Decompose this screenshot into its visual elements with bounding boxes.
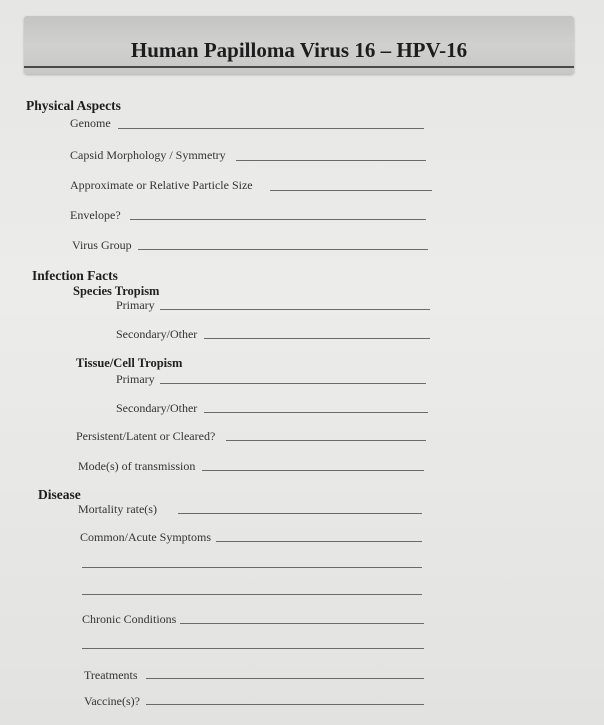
- transmission-answer-line[interactable]: [202, 470, 424, 471]
- chronic-answer-line-1[interactable]: [180, 623, 424, 624]
- disease-heading: Disease: [38, 487, 81, 502]
- symptoms-label: Common/Acute Symptoms: [80, 530, 212, 544]
- treatments-label: Treatments: [84, 668, 138, 682]
- transmission-label: Mode(s) of transmission: [78, 459, 196, 473]
- genome-answer-line[interactable]: [118, 128, 424, 129]
- envelope-answer-line[interactable]: [130, 219, 426, 220]
- infection-facts-heading: Infection Facts: [32, 268, 118, 283]
- tissue-primary-answer-line[interactable]: [160, 383, 426, 384]
- physical-aspects-heading: Physical Aspects: [26, 98, 121, 113]
- species-primary-answer-line[interactable]: [160, 309, 430, 310]
- species-tropism-heading: Species Tropism: [73, 284, 160, 298]
- title-banner: [24, 16, 574, 74]
- chronic-answer-line-2[interactable]: [82, 648, 424, 649]
- genome-label: Genome: [70, 116, 111, 130]
- species-primary-label: Primary: [116, 298, 155, 312]
- tissue-primary-label: Primary: [116, 372, 155, 386]
- particle-size-answer-line[interactable]: [270, 190, 432, 191]
- chronic-label: Chronic Conditions: [82, 612, 177, 626]
- title-underline: [24, 66, 574, 68]
- species-secondary-label: Secondary/Other: [116, 327, 198, 341]
- virus-group-label: Virus Group: [72, 238, 132, 252]
- capsid-label: Capsid Morphology / Symmetry: [70, 148, 226, 162]
- particle-size-label: Approximate or Relative Particle Size: [70, 178, 253, 192]
- envelope-label: Envelope?: [70, 208, 121, 222]
- persistent-answer-line[interactable]: [226, 440, 426, 441]
- species-secondary-answer-line[interactable]: [204, 338, 430, 339]
- tissue-secondary-label: Secondary/Other: [116, 401, 198, 415]
- symptoms-answer-line-2[interactable]: [82, 567, 422, 568]
- vaccines-label: Vaccine(s)?: [84, 694, 140, 708]
- tissue-secondary-answer-line[interactable]: [204, 412, 428, 413]
- capsid-answer-line[interactable]: [236, 160, 426, 161]
- mortality-label: Mortality rate(s): [78, 502, 157, 516]
- symptoms-answer-line-3[interactable]: [82, 594, 422, 595]
- page-title: Human Papilloma Virus 16 – HPV-16: [130, 38, 468, 62]
- mortality-answer-line[interactable]: [178, 513, 422, 514]
- virus-group-answer-line[interactable]: [138, 249, 428, 250]
- persistent-label: Persistent/Latent or Cleared?: [76, 429, 216, 443]
- treatments-answer-line[interactable]: [146, 678, 424, 679]
- vaccines-answer-line[interactable]: [146, 704, 424, 705]
- tissue-tropism-heading: Tissue/Cell Tropism: [76, 356, 183, 370]
- symptoms-answer-line-1[interactable]: [216, 541, 422, 542]
